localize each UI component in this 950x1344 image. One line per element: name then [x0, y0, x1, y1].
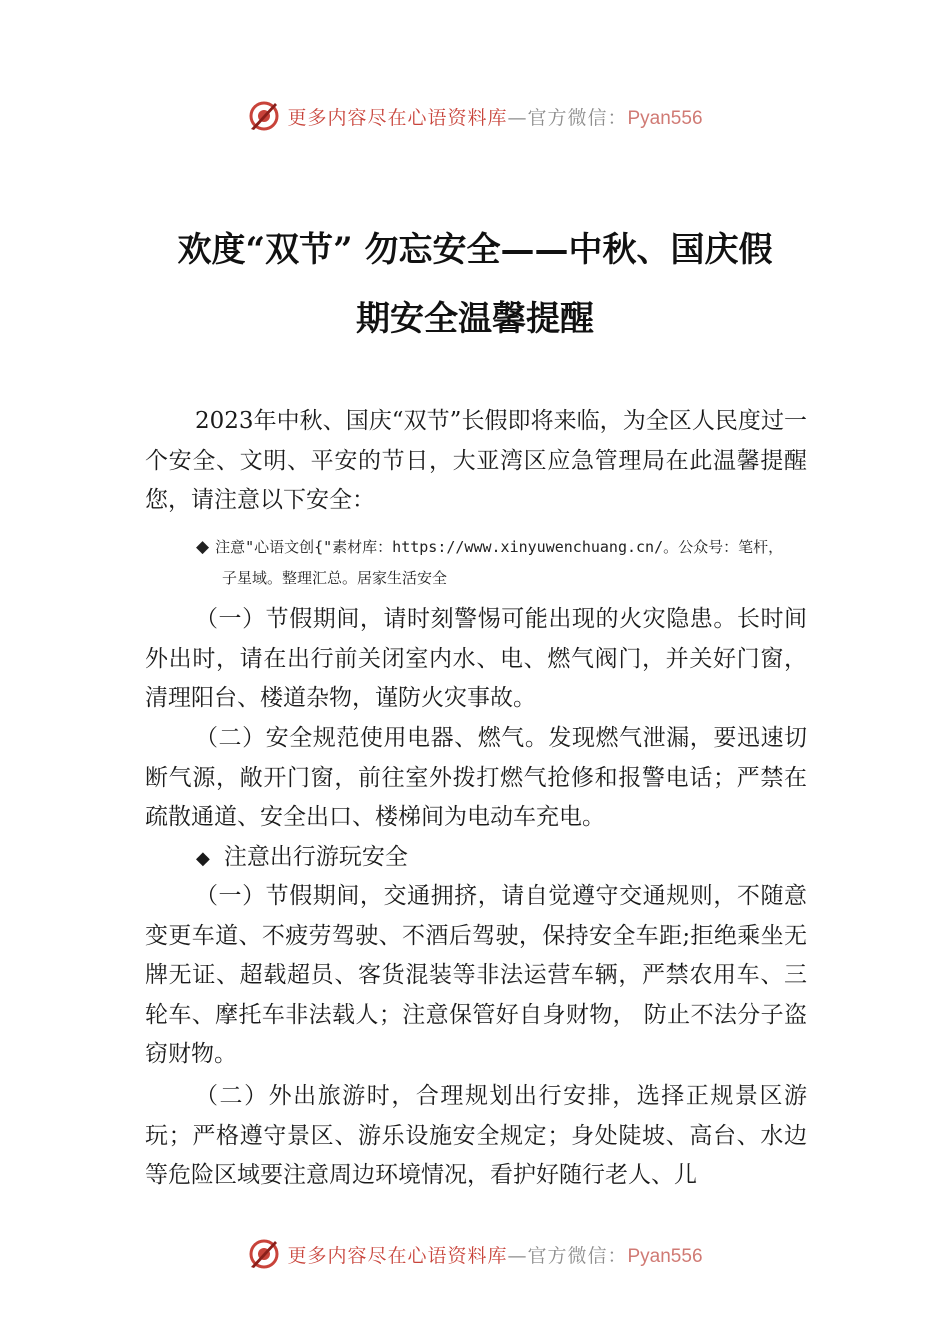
source-note [196, 532, 816, 594]
diamond-bullet-icon: ◆ [196, 537, 210, 557]
document-title-line-1: 欢度“双节” 勿忘安全——中秋、国庆假 [177, 230, 773, 270]
quill-seal-logo-icon [247, 99, 281, 133]
diamond-bullet-icon: ◆ [196, 848, 210, 869]
header-banner [0, 96, 950, 136]
note-line-2: 子星域。整理汇总。居家生活安全 [222, 569, 448, 587]
quill-seal-logo-icon [247, 1237, 281, 1271]
travel-heading-text: 注意出行游玩安全 [223, 844, 408, 870]
travel-safety-item-1: （一）节假期间，交通拥挤，请自觉遵守交通规则，不随意变更车道、不疲劳驾驶、不酒后驾驶，保持安全车距;拒绝乘坐无牌无证、超载超员、客货混装等非法运营车辆，严禁农用车、三轮车、摩托车非法载人；注意保管好自身财物， 防止不法分子盗窃财物。 [145, 883, 807, 1068]
travel-safety-item-2: （二）外出旅游时，合理规划出行安排，选择正规景区游玩；严格遵守景区、游乐设施安全规定；身处陡坡、高台、水边等危险区域要注意周边环境情况，看护好随行老人、儿 [145, 1083, 807, 1189]
home-safety-item-1: （一）节假期间，请时刻警惕可能出现的火灾隐患。长时间外出时，请在出行前关闭室内水、电、燃气阀门，并关好门窗，清理阳台、楼道杂物，谨防火灾事故。 [145, 606, 807, 712]
footer-banner [0, 1234, 950, 1274]
home-safety-item-2: （二）安全规范使用电器、燃气。发现燃气泄漏，要迅速切断气源，敞开门窗，前往室外拨打燃气抢修和报警电话；严禁在疏散通道、安全出口、楼梯间为电动车充电。 [145, 725, 807, 831]
header-banner-text: 更多内容尽在心语资料库—官方微信：Pyan556 [287, 106, 703, 129]
intro-paragraph: 2023年中秋、国庆“双节”长假即将来临，为全区人民度过一个安全、文明、平安的节日，大亚湾区应急管理局在此温馨提醒您，请注意以下安全： [145, 408, 807, 514]
travel-safety-heading [196, 838, 408, 879]
footer-banner-text: 更多内容尽在心语资料库—官方微信：Pyan556 [287, 1244, 703, 1267]
document-title-line-2: 期安全温馨提醒 [356, 299, 594, 339]
note-line-1: 注意"心语文创{"素材库：https://www.xinyuwenchuang.cn/。公众号：笔杆， [215, 538, 784, 556]
